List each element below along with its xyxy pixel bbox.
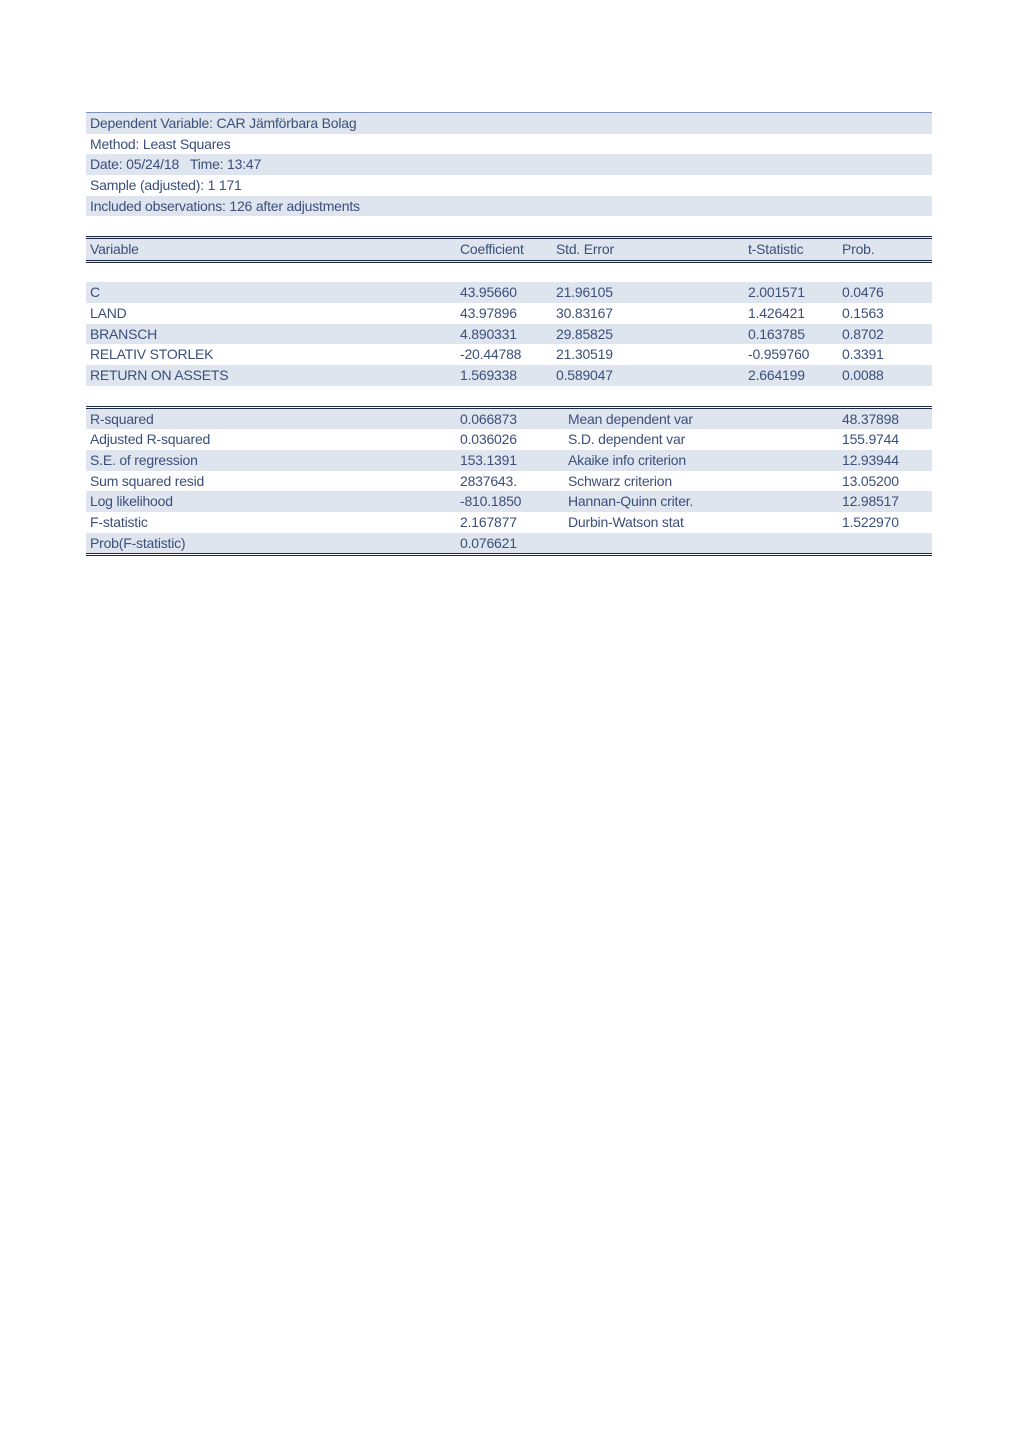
col-header-t-statistic: t-Statistic [748, 241, 804, 258]
col-header-prob: Prob. [842, 241, 875, 258]
stat-value-2: 155.9744 [842, 431, 899, 448]
coefficient-value: 43.95660 [460, 284, 517, 301]
stats-row [86, 512, 932, 533]
table-row [86, 344, 932, 365]
t-statistic-value: 0.163785 [748, 325, 805, 342]
t-statistic-value: -0.959760 [748, 346, 810, 363]
stats-row [86, 491, 932, 512]
stat-value-2: 13.05200 [842, 472, 899, 489]
stat-label-2: S.D. dependent var [568, 431, 686, 448]
stat-value-2: 12.98517 [842, 493, 899, 510]
stat-label-2: Mean dependent var [568, 410, 693, 427]
std-error-value: 29.85825 [556, 325, 613, 342]
spacer [86, 216, 932, 236]
stat-label: S.E. of regression [90, 451, 198, 468]
prob-value: 0.1563 [842, 304, 884, 321]
table-row [86, 324, 932, 345]
dependent-variable-text: Dependent Variable: CAR Jämförbara Bolag [90, 115, 357, 131]
method-row [86, 134, 932, 155]
std-error-value: 21.30519 [556, 346, 613, 363]
dependent-variable-row [86, 112, 932, 134]
stats-row [86, 471, 932, 492]
stat-value: 0.076621 [460, 534, 517, 551]
col-header-coefficient: Coefficient [460, 241, 524, 258]
stat-label: F-statistic [90, 514, 148, 530]
col-header-variable: Variable [90, 241, 139, 258]
stat-value: 153.1391 [460, 451, 517, 468]
variable-name: RETURN ON ASSETS [90, 366, 229, 383]
coefficient-value: 1.569338 [460, 366, 517, 383]
table-row [86, 282, 932, 303]
stat-label-2: Schwarz criterion [568, 472, 672, 489]
stat-value-2: 48.37898 [842, 410, 899, 427]
date-time-row [86, 154, 932, 175]
sample-row [86, 175, 932, 196]
regression-output [86, 112, 932, 556]
table-row [86, 303, 932, 324]
variable-name: BRANSCH [90, 325, 158, 342]
std-error-value: 21.96105 [556, 284, 613, 301]
stats-row [86, 429, 932, 450]
method-text: Method: Least Squares [90, 135, 231, 152]
stat-label: Prob(F-statistic) [90, 534, 186, 551]
stat-label: Adjusted R-squared [90, 431, 211, 448]
prob-value: 0.0088 [842, 366, 884, 383]
observations-row [86, 196, 932, 217]
variable-name: LAND [90, 304, 127, 321]
stats-row [86, 450, 932, 471]
std-error-value: 0.589047 [556, 366, 613, 383]
stat-label: Sum squared resid [90, 472, 205, 489]
observations-text: Included observations: 126 after adjustments [90, 197, 360, 214]
stat-label-2: Akaike info criterion [568, 451, 686, 468]
prob-value: 0.3391 [842, 346, 884, 363]
stat-label-2: Hannan-Quinn criter. [568, 493, 694, 510]
prob-value: 0.8702 [842, 325, 884, 342]
stat-value: 2.167877 [460, 514, 517, 530]
prob-value: 0.0476 [842, 284, 884, 301]
t-statistic-value: 2.664199 [748, 366, 805, 383]
stats-row [86, 533, 932, 554]
sample-text: Sample (adjusted): 1 171 [90, 177, 242, 194]
stat-value: 0.036026 [460, 431, 517, 448]
col-header-std-error: Std. Error [556, 241, 614, 258]
stat-value: 2837643. [460, 472, 517, 489]
stats-row [86, 409, 932, 430]
spacer [86, 263, 932, 282]
coef-table-header [86, 236, 932, 263]
stat-label: R-squared [90, 410, 154, 427]
std-error-value: 30.83167 [556, 304, 613, 321]
stat-value: -810.1850 [460, 493, 522, 510]
stat-label-2: Durbin-Watson stat [568, 514, 684, 530]
table-row [86, 365, 932, 386]
variable-name: C [90, 284, 100, 301]
stat-value: 0.066873 [460, 410, 517, 427]
t-statistic-value: 2.001571 [748, 284, 805, 301]
spacer [86, 386, 932, 406]
date-time-text: Date: 05/24/18 Time: 13:47 [90, 156, 262, 173]
coefficient-value: 4.890331 [460, 325, 517, 342]
t-statistic-value: 1.426421 [748, 304, 805, 321]
coefficient-value: 43.97896 [460, 304, 517, 321]
stats-table [86, 406, 932, 557]
stat-value-2: 1.522970 [842, 514, 899, 530]
coefficient-value: -20.44788 [460, 346, 522, 363]
stat-value-2: 12.93944 [842, 451, 899, 468]
stat-label: Log likelihood [90, 493, 173, 510]
variable-name: RELATIV STORLEK [90, 346, 214, 363]
